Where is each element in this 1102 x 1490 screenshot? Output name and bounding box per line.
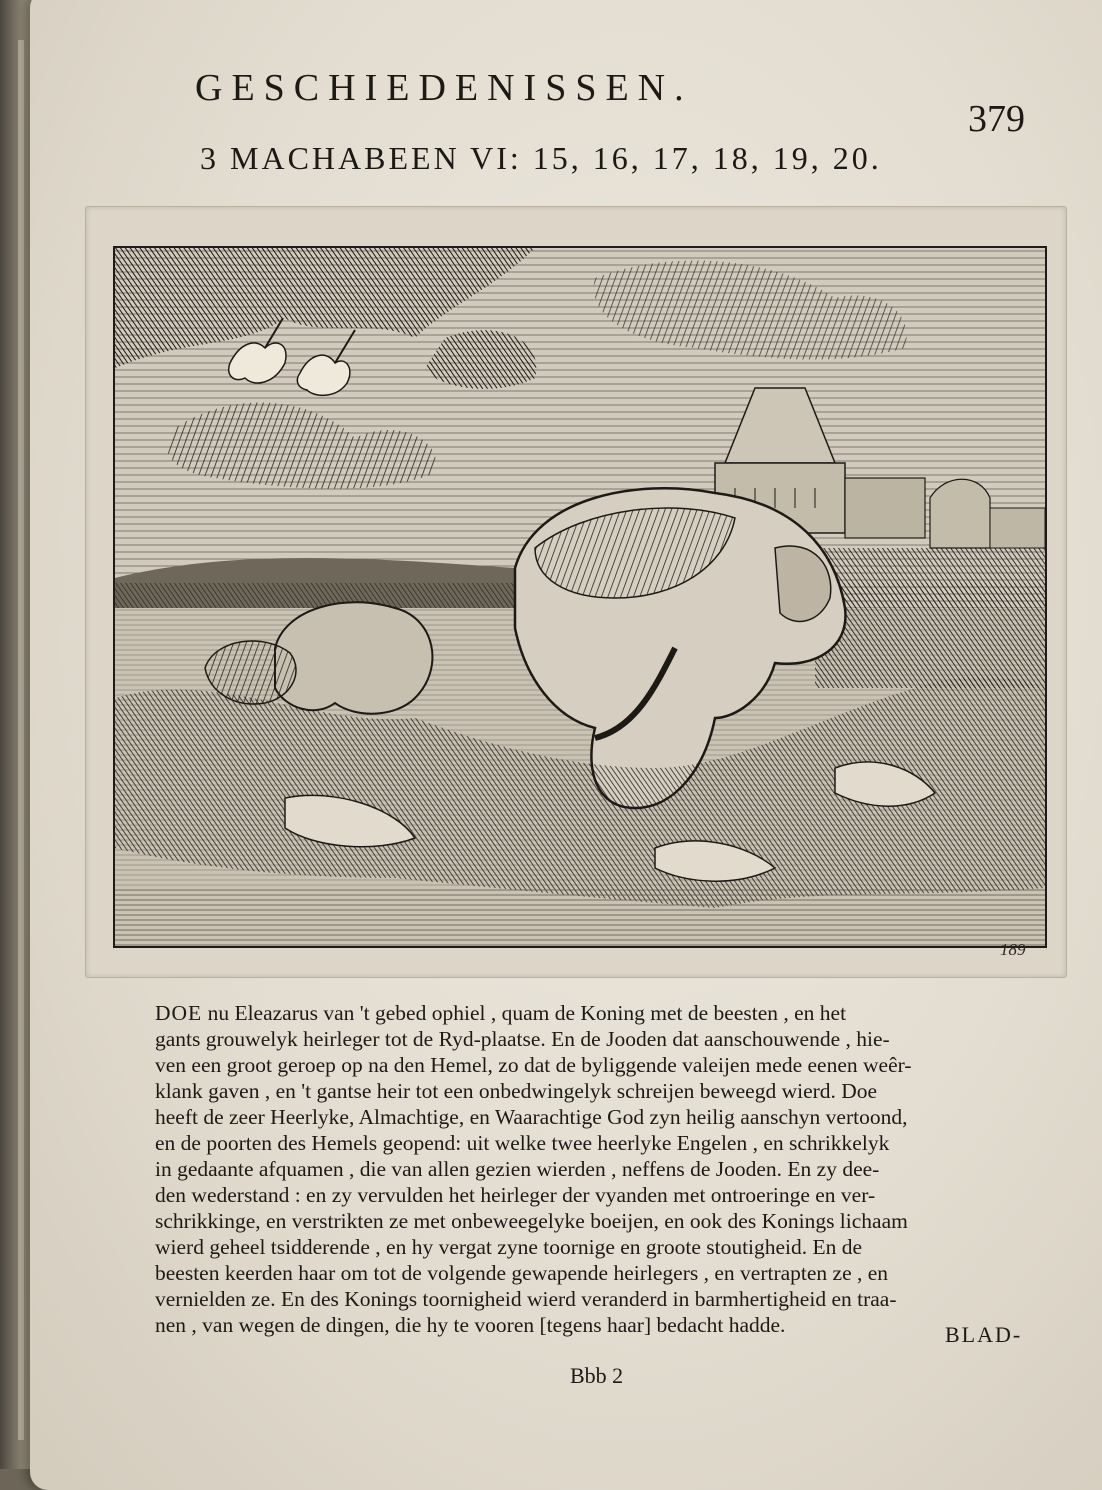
line-text: en de poorten des Hemels geopend: uit welke twee heerlyke Engelen , en schrikkelyk — [155, 1131, 890, 1155]
body-line — [155, 1052, 1045, 1078]
catchword: BLAD- — [945, 1322, 1023, 1347]
army-right — [815, 548, 1045, 688]
line-text: gants grouwelyk heirleger tot de Ryd-plaatse. En de Jooden dat aanschouwende , hie- — [155, 1027, 890, 1051]
line-text: schrikkinge, en verstrikten ze met onbeweegelyke boeijen, en ook des Konings lichaam — [155, 1209, 908, 1233]
body-line — [155, 1156, 1045, 1182]
line-text: beesten keerden haar om tot de volgende gewapende heirlegers , en vertrapten ze , en — [155, 1261, 889, 1285]
lead-word: DOE — [155, 1001, 203, 1025]
body-line — [155, 1312, 1045, 1338]
body-line — [155, 1286, 1045, 1312]
body-line — [155, 1078, 1045, 1104]
line-text: vernielden ze. En des Konings toornigheid wierd veranderd in barmhertigheid en traa- — [155, 1287, 897, 1311]
body-line — [155, 1026, 1045, 1052]
line-text: nu Eleazarus van 't gebed ophiel , quam de Koning met de beesten , en het — [202, 1001, 847, 1025]
running-head: GESCHIEDENISSEN. — [195, 67, 693, 109]
line-text: nen , van wegen de dingen, die hy te vooren [tegens haar] bedacht hadde. — [155, 1313, 786, 1337]
body-line — [155, 1130, 1045, 1156]
signature-mark: Bbb 2 — [570, 1363, 624, 1388]
body-line — [155, 1000, 1045, 1026]
engraving-illustration — [113, 246, 1047, 948]
battle-elephant-engraving-icon — [115, 248, 1045, 946]
plate-number: 189 — [1000, 940, 1026, 959]
line-text: heeft de zeer Heerlyke, Almachtige, en Waarachtige God zyn heilig aanschyn vertoond, — [155, 1105, 908, 1129]
page-number: 379 — [968, 98, 1025, 140]
page-edge-highlight — [18, 40, 24, 1440]
line-text: in gedaante afquamen , die van allen gezien wierden , neffens de Jooden. En zy dee- — [155, 1157, 880, 1181]
line-text: den wederstand : en zy vervulden het heirleger der vyanden met ontroeringe en ver- — [155, 1183, 876, 1207]
line-text: klank gaven , en 't gantse heir tot een onbedwingelyk schreijen beweegd wierd. Doe — [155, 1079, 878, 1103]
scripture-reference: 3 MACHABEEN VI: 15, 16, 17, 18, 19, 20. — [200, 140, 882, 176]
body-text — [155, 1000, 1045, 1338]
body-line — [155, 1104, 1045, 1130]
body-line — [155, 1260, 1045, 1286]
body-line — [155, 1234, 1045, 1260]
body-line — [155, 1208, 1045, 1234]
line-text: wierd geheel tsidderende , en hy vergat zyne toornige en groote stoutigheid. En de — [155, 1235, 863, 1259]
body-line — [155, 1182, 1045, 1208]
line-text: ven een groot geroep op na den Hemel, zo dat de byliggende valeijen mede eenen weêr- — [155, 1053, 912, 1077]
